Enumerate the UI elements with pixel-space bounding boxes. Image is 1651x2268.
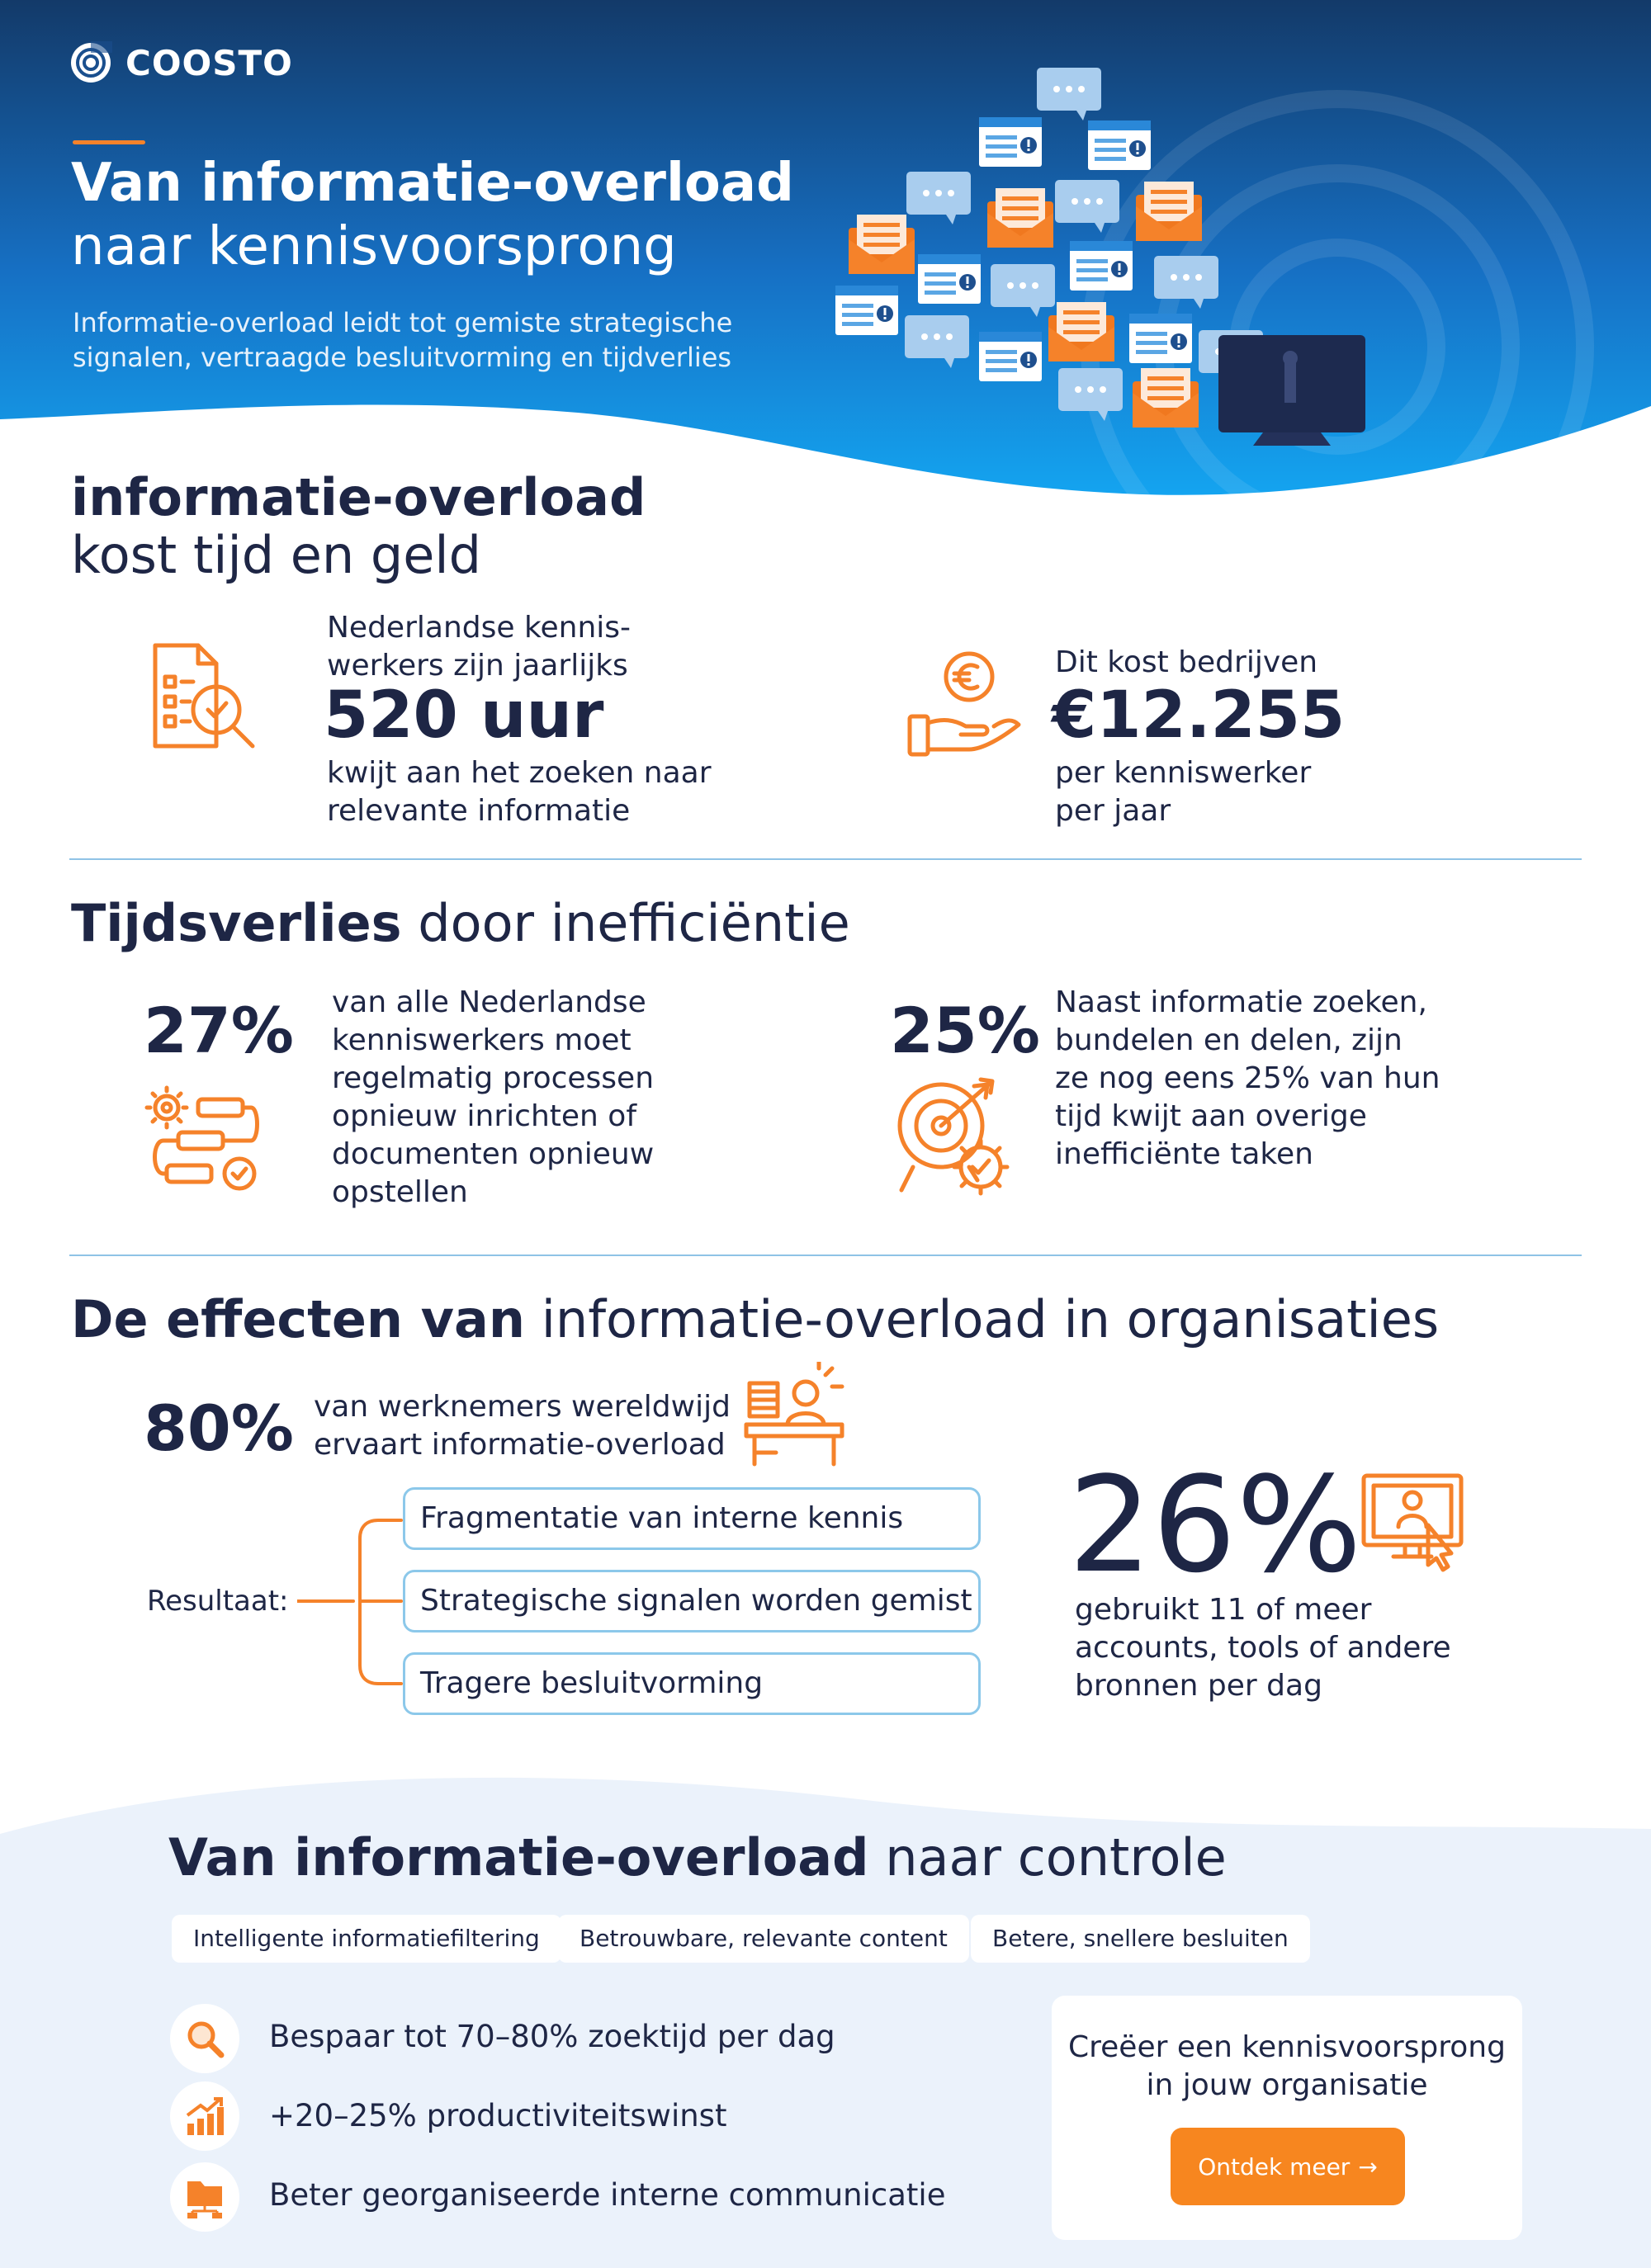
section4-title-bold: Van informatie-overload [168, 1827, 869, 1888]
target-gear-icon [895, 1075, 1019, 1198]
coosto-logo-icon [69, 41, 112, 84]
section2-title [71, 893, 850, 953]
divider-2 [69, 1254, 1582, 1256]
magnifier-icon [183, 2017, 226, 2060]
document-search-icon [149, 642, 264, 758]
pill-decisions: Betere, snellere besluiten [971, 1915, 1310, 1963]
pill-content: Betrouwbare, relevante content [558, 1915, 969, 1963]
logo-text: COOSTO [125, 42, 293, 83]
stat1-value: 520 uur [324, 678, 604, 753]
stat26-value: 26% [1068, 1448, 1362, 1602]
euro-hand-icon [903, 649, 1027, 773]
stat25-value: 25% [890, 994, 1040, 1067]
stat2-post-text: per kenniswerker per jaar [1055, 756, 1312, 828]
section3-title-bold: De effecten van [71, 1289, 525, 1349]
section3-title [71, 1289, 1439, 1349]
hero-title-bold: Van informatie-overload [71, 153, 794, 214]
process-flow-icon [144, 1080, 267, 1203]
result-bracket [297, 1517, 404, 1690]
section4-title [168, 1827, 1227, 1888]
growth-chart-icon [182, 2094, 227, 2138]
coosto-logo[interactable] [69, 40, 293, 86]
section2-title-light: door inefficiëntie [418, 893, 850, 953]
stat1-post-text: kwijt aan het zoeken naar relevante informatie [327, 756, 712, 828]
cta-button-label: Ontdek meer [1198, 2152, 1351, 2181]
hero-title-light: naar kennisvoorsprong [71, 216, 677, 277]
result-item-3: Tragere besluitvorming [403, 1652, 981, 1715]
stat27-text: van alle Nederlandse kenniswerkers moet regelmatig processen opnieuw inrichten of documenten opnieuw opstellen [332, 985, 655, 1209]
stat2-value: €12.255 [1052, 678, 1346, 753]
section2-title-bold: Tijdsverlies [71, 893, 402, 953]
monitor-account-icon [1360, 1472, 1464, 1576]
bullet-icon-1 [170, 2004, 239, 2073]
info-overload-illustration [826, 58, 1651, 454]
overloaded-desk-icon [743, 1362, 850, 1469]
result-item-1: Fragmentatie van interne kennis [403, 1487, 981, 1550]
section1-title-bold: informatie-overload [71, 467, 646, 527]
arrow-right-icon: → [1358, 2152, 1378, 2181]
stat26-text: gebruikt 11 of meer accounts, tools of andere bronnen per dag [1075, 1593, 1451, 1703]
stat80-text: van werknemers wereldwijd ervaart informatie-overload [314, 1390, 731, 1462]
result-item-2: Strategische signalen worden gemist [403, 1570, 981, 1632]
divider-1 [69, 858, 1582, 860]
bullet-text-2: +20–25% productiviteitswinst [269, 2098, 727, 2133]
bullet-icon-3 [170, 2162, 239, 2232]
bullet-text-3: Beter georganiseerde interne communicatie [269, 2177, 946, 2213]
hero-subtitle: Informatie-overload leidt tot gemiste strategische signalen, vertraagde besluitvorming en tijdverlies [73, 307, 733, 373]
stat80-value: 80% [144, 1392, 294, 1465]
accent-line [73, 140, 145, 144]
bullet-icon-2 [170, 2081, 239, 2151]
section4-title-light: naar controle [885, 1827, 1227, 1888]
bullet-text-1: Bespaar tot 70–80% zoektijd per dag [269, 2019, 835, 2054]
pill-filtering: Intelligente informatiefiltering [172, 1915, 561, 1963]
cta-text: Creëer een kennisvoorsprong in jouw organisatie [1068, 2030, 1506, 2102]
section3-title-light: informatie-overload in organisaties [541, 1289, 1440, 1349]
ontdek-meer-button[interactable] [1171, 2128, 1405, 2205]
stat1-pre-text: Nederlandse kennis- werkers zijn jaarlijks [327, 611, 632, 683]
result-label: Resultaat: [147, 1585, 289, 1618]
stat2-pre-text: Dit kost bedrijven [1055, 645, 1318, 679]
section1-title-light: kost tijd en geld [71, 525, 481, 585]
stat25-text: Naast informatie zoeken, bundelen en delen, zijn ze nog eens 25% van hun tijd kwijt aan overige inefficiënte taken [1055, 985, 1440, 1171]
stat27-value: 27% [144, 994, 294, 1067]
folder-network-icon [182, 2175, 227, 2219]
